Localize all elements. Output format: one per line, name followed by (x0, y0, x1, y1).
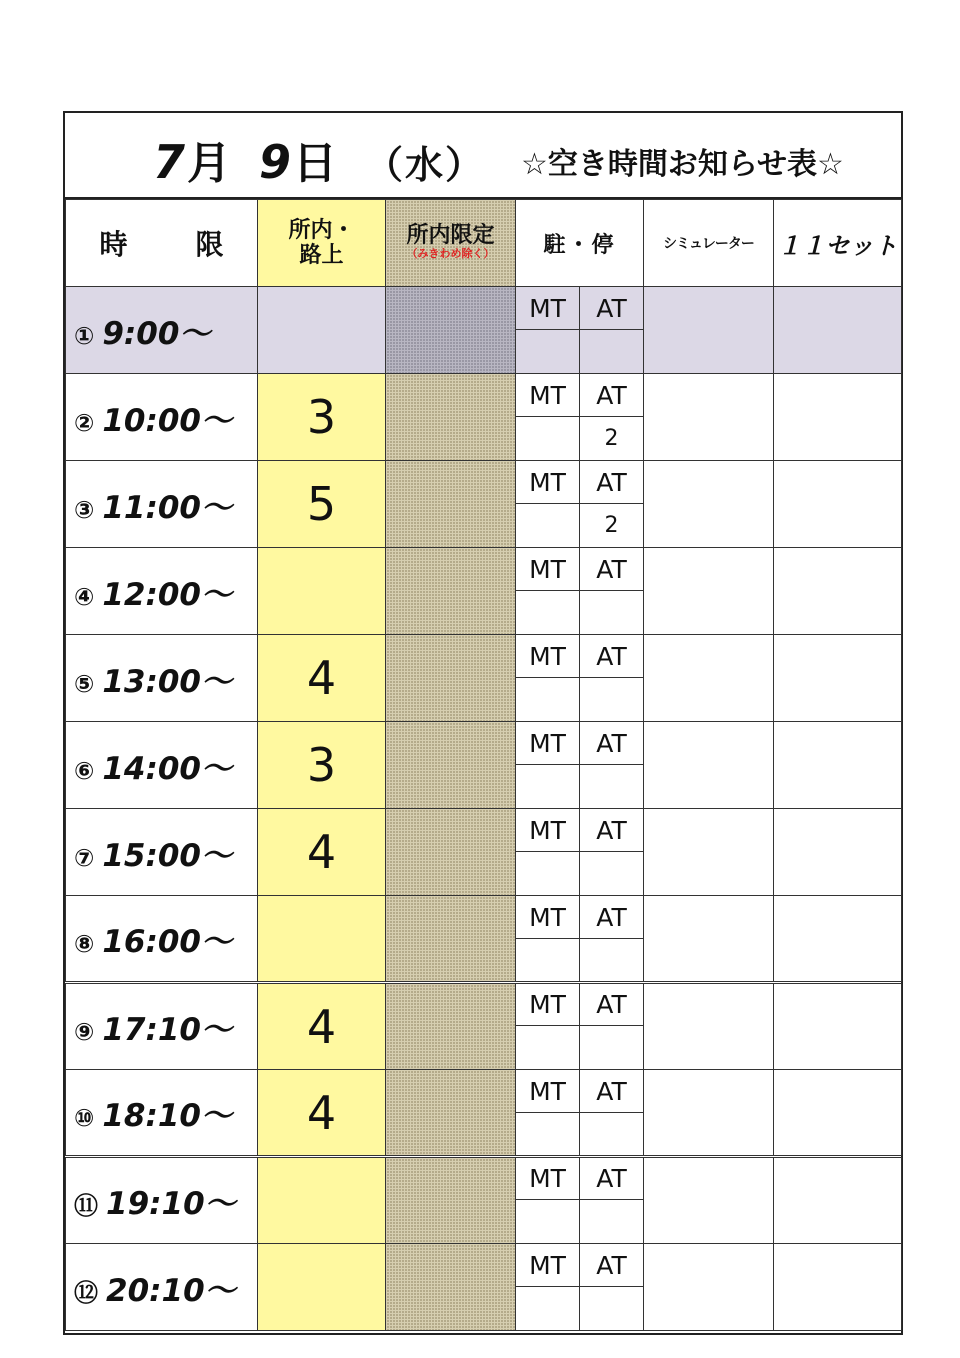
slot-time (66, 809, 258, 896)
header-simulator: シミュレーター (644, 200, 774, 287)
mt-label: MT (516, 983, 580, 1026)
at-count (580, 1113, 644, 1157)
slot-number: ⑦ (74, 843, 95, 872)
mt-count (516, 1026, 580, 1070)
slot-time-text: 20:10〜 (106, 1272, 236, 1309)
slot-number: ⑩ (74, 1104, 95, 1132)
mt-label: MT (516, 896, 580, 939)
slot-time (66, 1157, 258, 1244)
title-day: 9 (259, 135, 294, 189)
slot-limited (386, 635, 516, 722)
mt-count (516, 1113, 580, 1157)
at-label: AT (580, 809, 644, 852)
header-road: 所内・ 路上 (258, 200, 386, 287)
slot-road-count: 5 (258, 461, 386, 548)
mt-label: MT (516, 809, 580, 852)
slot-row (66, 722, 902, 765)
header-time: 時 限 (66, 200, 258, 287)
slot-limited (386, 983, 516, 1070)
slot-simulator (644, 287, 774, 374)
mt-count (516, 1200, 580, 1244)
slot-row (66, 983, 902, 1026)
slot-road-count (258, 896, 386, 983)
slot-set11 (774, 809, 902, 896)
header-row (66, 200, 902, 287)
mt-count (516, 765, 580, 809)
slot-number: ⑨ (74, 1018, 95, 1046)
at-label: AT (580, 461, 644, 504)
slot-time-text: 13:00〜 (102, 663, 233, 700)
slot-simulator (644, 983, 774, 1070)
slot-limited (386, 1070, 516, 1157)
slot-road-count (258, 1157, 386, 1244)
slot-road-count: 4 (258, 635, 386, 722)
mt-count (516, 852, 580, 896)
mt-label: MT (516, 374, 580, 417)
slot-road-count: 4 (258, 983, 386, 1070)
at-count (580, 591, 644, 635)
slot-time-text: 12:00〜 (102, 576, 233, 613)
mt-label: MT (516, 461, 580, 504)
slot-set11 (774, 1244, 902, 1331)
slot-set11 (774, 983, 902, 1070)
at-label: AT (580, 635, 644, 678)
slot-set11 (774, 287, 902, 374)
slot-row (66, 374, 902, 417)
slot-simulator (644, 635, 774, 722)
slot-time (66, 983, 258, 1070)
at-count (580, 1200, 644, 1244)
slot-row (66, 548, 902, 591)
slot-set11 (774, 1070, 902, 1157)
slot-time-text: 14:00〜 (102, 750, 233, 787)
slot-time (66, 287, 258, 374)
slot-time-text: 18:10〜 (102, 1098, 233, 1134)
slot-set11 (774, 1157, 902, 1244)
slot-time (66, 722, 258, 809)
title-row (65, 113, 901, 199)
slot-time (66, 1070, 258, 1157)
slot-simulator (644, 809, 774, 896)
slot-limited (386, 461, 516, 548)
slot-time-text: 16:00〜 (102, 924, 233, 960)
mt-count (516, 939, 580, 983)
mt-label: MT (516, 722, 580, 765)
at-label: AT (580, 374, 644, 417)
at-label: AT (580, 1244, 644, 1287)
slot-time (66, 374, 258, 461)
slot-simulator (644, 1244, 774, 1331)
slot-time (66, 635, 258, 722)
at-count (580, 330, 644, 374)
slot-simulator (644, 1070, 774, 1157)
slot-simulator (644, 374, 774, 461)
at-label: AT (580, 287, 644, 330)
mt-label: MT (516, 1244, 580, 1287)
slot-row (66, 635, 902, 678)
slot-road-count: 4 (258, 1070, 386, 1157)
slot-time (66, 548, 258, 635)
slot-limited (386, 1157, 516, 1244)
slot-row (66, 896, 902, 939)
at-label: AT (580, 722, 644, 765)
title-month: 7 (153, 135, 188, 189)
page-title: ☆空き時間お知らせ表☆ (521, 147, 844, 182)
title-day-unit: 日 (293, 138, 340, 189)
slot-set11 (774, 548, 902, 635)
slot-number: ④ (74, 582, 95, 611)
slot-time-text: 15:00〜 (102, 837, 233, 874)
slot-time (66, 461, 258, 548)
slot-limited (386, 809, 516, 896)
slot-time-text: 17:10〜 (102, 1012, 233, 1048)
slot-row (66, 1070, 902, 1113)
slot-number: ③ (74, 495, 95, 524)
slot-time (66, 896, 258, 983)
mt-label: MT (516, 1157, 580, 1200)
slot-road-count (258, 548, 386, 635)
slot-number: ⑥ (74, 756, 95, 785)
at-count (580, 852, 644, 896)
slot-number: ⑤ (74, 669, 95, 698)
slot-time (66, 1244, 258, 1331)
slot-set11 (774, 635, 902, 722)
slot-row (66, 1157, 902, 1200)
slot-limited (386, 287, 516, 374)
at-label: AT (580, 548, 644, 591)
header-set11: １１セット (774, 200, 902, 287)
title-weekday: （水） (365, 143, 486, 187)
header-parking: 駐・停 (516, 200, 644, 287)
slot-time-text: 11:00〜 (102, 489, 233, 526)
at-label: AT (580, 983, 644, 1026)
mt-count (516, 330, 580, 374)
slot-row (66, 1244, 902, 1287)
mt-label: MT (516, 548, 580, 591)
slot-simulator (644, 722, 774, 809)
slot-time-text: 10:00〜 (102, 402, 233, 439)
slot-simulator (644, 461, 774, 548)
at-label: AT (580, 1157, 644, 1200)
at-count (580, 1026, 644, 1070)
slot-set11 (774, 896, 902, 983)
slot-time-text: 19:10〜 (106, 1186, 236, 1222)
slot-set11 (774, 722, 902, 809)
slot-row (66, 461, 902, 504)
at-count (580, 1287, 644, 1331)
slot-road-count (258, 1244, 386, 1331)
at-count (580, 678, 644, 722)
mt-label: MT (516, 1070, 580, 1113)
slot-number: ① (74, 321, 95, 350)
at-count: 2 (580, 417, 644, 461)
slot-limited (386, 548, 516, 635)
mt-count (516, 504, 580, 548)
at-label: AT (580, 896, 644, 939)
availability-sheet (63, 111, 903, 1335)
at-count (580, 765, 644, 809)
at-count (580, 939, 644, 983)
slot-limited (386, 896, 516, 983)
mt-count (516, 678, 580, 722)
mt-label: MT (516, 635, 580, 678)
slot-limited (386, 722, 516, 809)
mt-count (516, 591, 580, 635)
slot-road-count: 3 (258, 722, 386, 809)
slot-number: ⑧ (74, 930, 95, 958)
slot-number: ⑫ (74, 1278, 98, 1307)
slot-road-count: 4 (258, 809, 386, 896)
slot-limited (386, 1244, 516, 1331)
mt-label: MT (516, 287, 580, 330)
slot-set11 (774, 374, 902, 461)
at-count: 2 (580, 504, 644, 548)
at-label: AT (580, 1070, 644, 1113)
mt-count (516, 1287, 580, 1331)
slot-simulator (644, 1157, 774, 1244)
slot-row (66, 287, 902, 330)
slot-number: ⑪ (74, 1192, 98, 1220)
title-date (153, 127, 485, 191)
mt-count (516, 417, 580, 461)
slot-road-count (258, 287, 386, 374)
slot-road-count: 3 (258, 374, 386, 461)
slot-row (66, 809, 902, 852)
header-limited: 所内限定 （みきわめ除く） (386, 200, 516, 287)
slot-set11 (774, 461, 902, 548)
slot-number: ② (74, 408, 95, 437)
slot-simulator (644, 548, 774, 635)
slot-limited (386, 374, 516, 461)
slot-time-text: 9:00〜 (102, 315, 211, 352)
schedule-table (65, 199, 902, 1331)
slot-simulator (644, 896, 774, 983)
title-month-unit: 月 (187, 138, 234, 189)
